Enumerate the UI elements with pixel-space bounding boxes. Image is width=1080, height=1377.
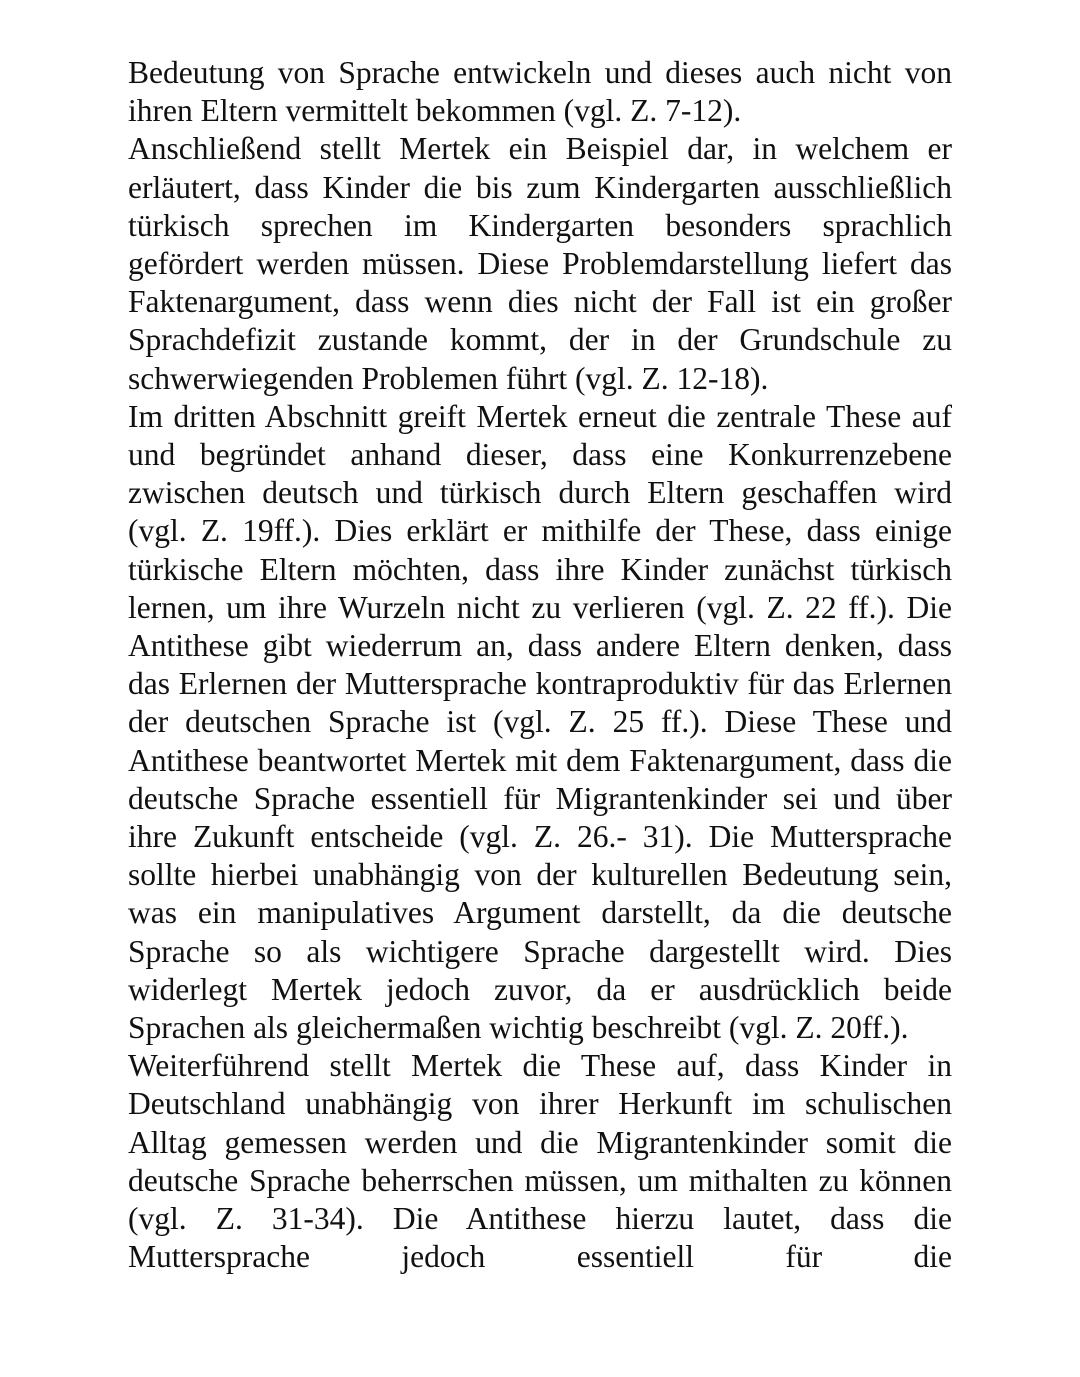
paragraph-1: Bedeutung von Sprache entwickeln und dieses auch nicht von ihren Eltern vermittelt bekommen (vgl. Z. 7-12). [128,55,952,129]
paragraph-2: Anschließend stellt Mertek ein Beispiel dar, in welchem er erläutert, dass Kinder die bis zum Kindergarten ausschließlich türkisch sprechen im Kindergarten besonders sprachlich gefördert werden müssen. Diese Problemdarstellung liefert das Faktenargument, dass wenn dies nicht der Fall ist ein großer Sprachdefizit zustande kommt, der in der Grundschule zu schwerwiegenden Problemen führt (vgl. Z. 12-18). [128,131,952,396]
paragraph-4: Weiterführend stellt Mertek die These auf, dass Kinder in Deutschland unabhängig von ihrer Herkunft im schulischen Alltag gemessen werden und die Migrantenkinder somit die deutsche Sprache beherrschen müssen, um mithalten zu können (vgl. Z. 31-34). Die Antithese hierzu lautet, dass die Muttersprache jedoch essentiell für die [128,1048,952,1275]
paragraph-3: Im dritten Abschnitt greift Mertek erneut die zentrale These auf und begründet anhand dieser, dass eine Konkurrenzebene zwischen deutsch und türkisch durch Eltern geschaffen wird (vgl. Z. 19ff.). Dies erklärt er mithilfe der These, dass einige türkische Eltern möchten, dass ihre Kinder zunächst türkisch lernen, um ihre Wurzeln nicht zu verlieren (vgl. Z. 22 ff.). Die Antithese gibt wiederrum an, dass andere Eltern denken, dass das Erlernen der Muttersprache kontraproduktiv für das Erlernen der deutschen Sprache ist (vgl. Z. 25 ff.). Diese These und Antithese beantwortet Mertek mit dem Faktenargument, dass die deutsche Sprache essentiell für Migrantenkinder sei und über ihre Zukunft entscheide (vgl. Z. 26.- 31). Die Muttersprache sollte hierbei unabhängig von der kulturellen Bedeutung sein, was ein manipulatives Argument darstellt, da die deutsche Sprache so als wichtigere Sprache dargestellt wird. Dies widerlegt Mertek jedoch zuvor, da er ausdrücklich beide Sprachen als gleichermaßen wichtig beschreibt (vgl. Z. 20ff.). [128,398,952,1046]
document-page [128,54,952,1277]
